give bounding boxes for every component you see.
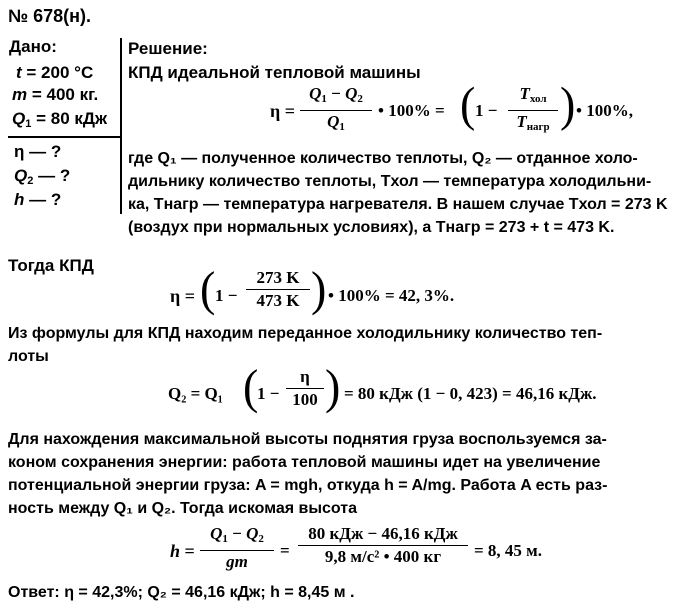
formula3-fraction: η 100 [286,367,324,410]
formula4-fraction1: $Q_1 - Q_2$ gm [200,524,274,572]
then-label: Тогда КПД [8,256,94,275]
formula3-tail: = 80 кДж (1 − 0, 423) = 46,16 кДж. [344,384,597,403]
formula2-paren-open: ( [200,261,216,316]
formula4-fraction2: 80 кДж − 46,16 кДж 9,8 м/с² • 400 кг [298,524,468,567]
given-m: m = 400 кг. [12,85,99,104]
given-t: t = 200 °C [16,63,94,82]
formula1-mid: • 100% = [378,101,445,120]
p1-line1: где Q₁ — полученное количество теплоты, Q₂ — отданное холо- [128,150,638,167]
p2-line2: лоты [8,348,49,365]
p3-line1: Для нахождения максимальной высоты поднятия груза воспользуемся за- [8,431,607,448]
formula4-tail: = 8, 45 м. [474,541,543,560]
solution-line1: КПД идеальной тепловой машины [128,63,421,82]
problem-number: № 678(н). [8,6,91,26]
formula1-paren-close: ) [560,77,576,132]
p3-line3: потенциальной энергии груза: A = mgh, откуда h = A/mg. Работа A есть раз- [8,477,608,494]
p3-line4: ность между Q₁ и Q₂. Тогда искомая высота [8,500,358,517]
given-vertical-rule [120,38,122,214]
p1-line3: ка, Tнагр — температура нагревателя. В нашем случае Tхол = 273 K [128,196,668,213]
formula1-fraction2: $T_{хол}$ $T_{нагр}$ [508,84,558,137]
formula3-paren-open: ( [243,359,259,414]
p1-line4: (воздух при нормальных условиях), а Tнагр = 273 + t = 473 K. [128,219,615,236]
formula3-paren-close: ) [325,359,341,414]
p3-line2: коном сохранения энергии: работа тепловой машины идет на увеличение [8,454,601,471]
formula2-paren-close: ) [311,261,327,316]
given-divider [8,136,120,138]
p1-line2: дильнику количество теплоты, Tхол — температура холодильни- [128,173,652,190]
given-q1: $Q_1 = 80$ кДж [12,109,108,130]
find-h: h — ? [14,190,62,209]
given-title: Дано: [9,37,57,56]
formula3-one: 1 − [257,384,280,403]
formula4-eq: = [280,541,290,560]
formula4-lhs: h = [170,541,195,561]
formula1-fraction: $Q_1 - Q_2$ $Q_1$ [300,84,372,137]
answer: Ответ: η = 42,3%; Q₂ = 46,16 кДж; h = 8,45 м . [8,584,355,601]
formula1-eta: η = [270,101,295,121]
formula1-one: 1 − [475,101,498,120]
formula2-eta: η = [170,286,195,306]
p2-line1: Из формулы для КПД находим переданное холодильнику количество теп- [8,325,603,342]
formula2-fraction: 273 K 473 K [246,268,310,311]
solution-title: Решение: [128,39,208,58]
formula2-tail: • 100% = 42, 3%. [328,286,455,305]
formula1-tail: • 100%, [576,101,633,120]
find-q2: $Q_2$ — ? [14,166,71,187]
formula1-paren-open: ( [460,77,476,132]
formula3-lhs: Q₂ = Q₁ [168,384,223,403]
find-eta: η — ? [14,142,62,161]
formula2-one: 1 − [215,286,238,305]
